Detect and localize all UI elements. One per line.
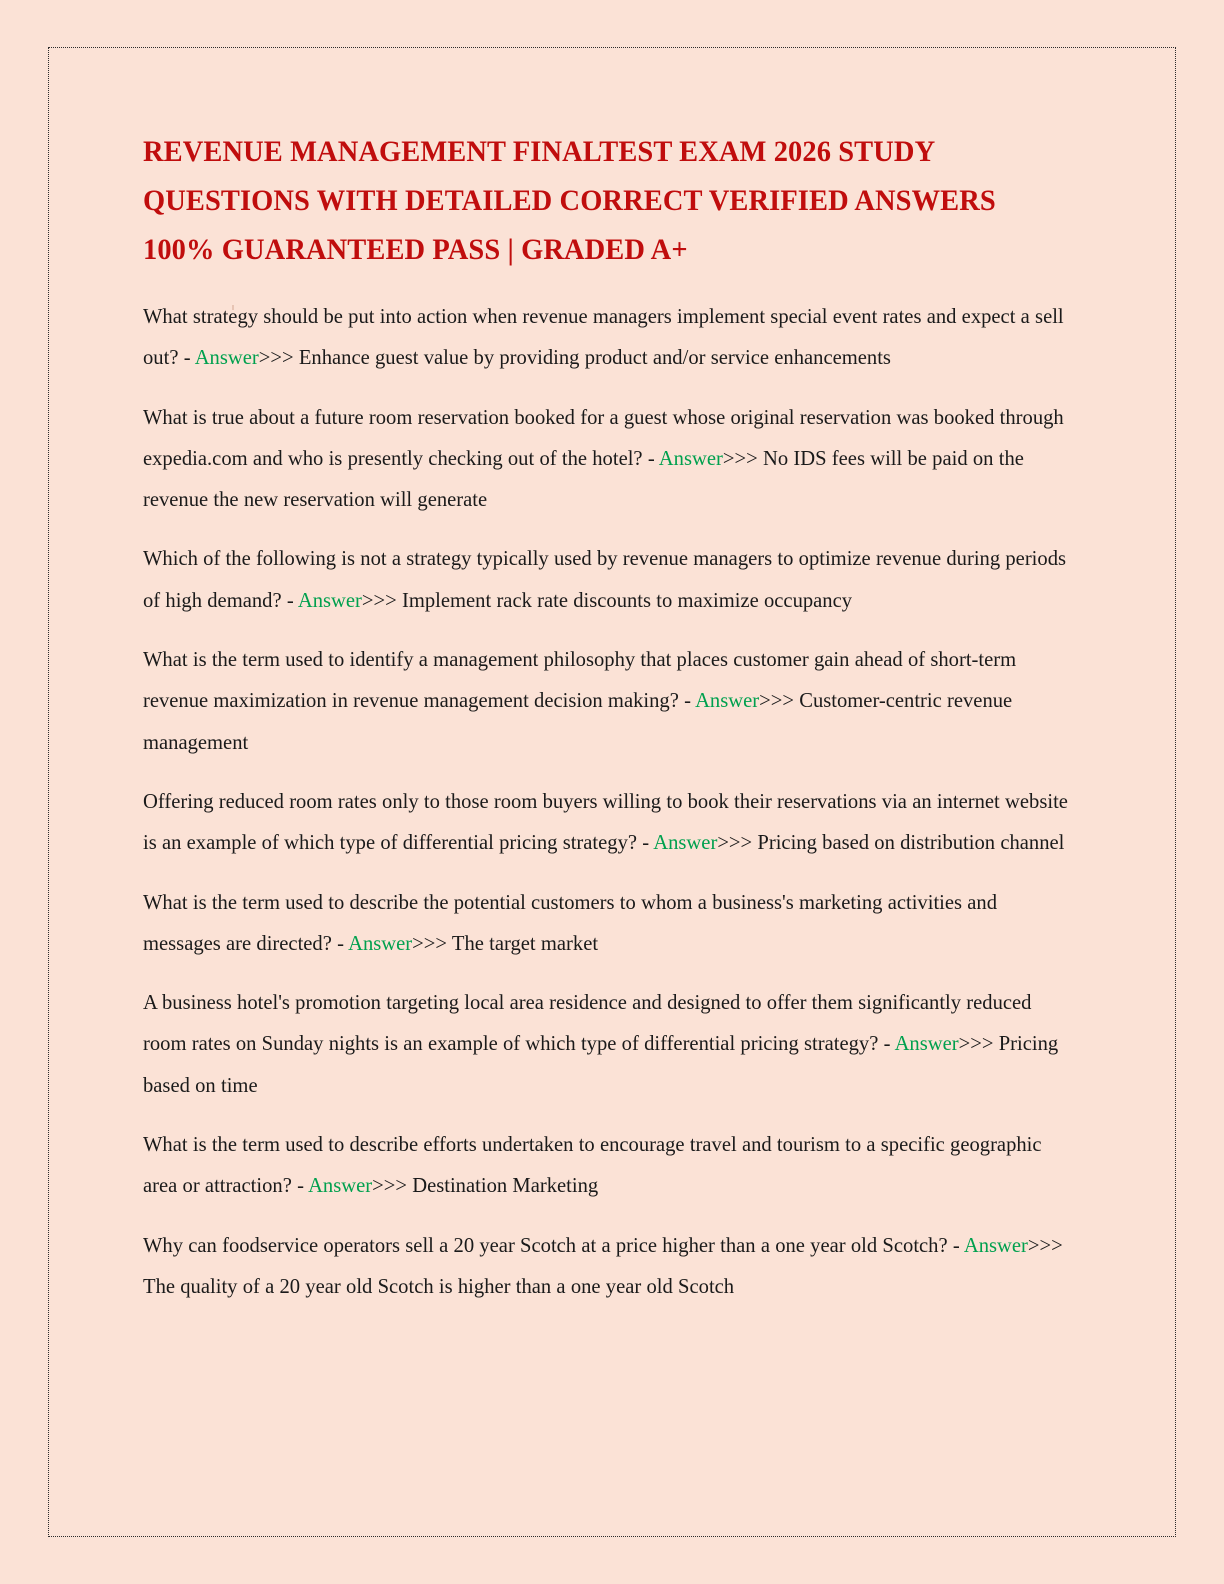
- qa-separator: -: [178, 347, 195, 370]
- qa-paragraph: [143, 398, 1068, 522]
- answer-arrows: >>>: [1027, 1234, 1063, 1257]
- qa-separator: -: [947, 1234, 964, 1257]
- question-text: Why can foodservice operators sell a 20 year Scotch at a price higher than a one year old Scotch?: [143, 1234, 948, 1257]
- question-text: What strategy should be put into action when revenue managers implement special event rates and expect a sell out?: [143, 306, 1064, 370]
- question-text: A business hotel's promotion targeting local area residence and designed to offer them significantly reduced room rates on Sunday nights is an example of which type of differential pricing strategy?: [143, 992, 1032, 1056]
- answer-label: Answer: [308, 1175, 373, 1198]
- qa-paragraph: [143, 539, 1068, 622]
- title-spacer: [143, 275, 1068, 297]
- qa-separator: -: [678, 690, 696, 713]
- document-content: [143, 128, 1068, 1308]
- answer-label: Answer: [963, 1234, 1028, 1257]
- qa-separator: -: [642, 447, 659, 470]
- question-text: Offering reduced room rates only to those room buyers willing to book their reservations via an internet website is an example of which type of differential pricing strategy?: [143, 790, 1068, 855]
- question-answer-list: [143, 297, 1068, 1308]
- question-text: What is the term used to describe the potential customers to whom a business's marketing activities and messages are directed?: [143, 891, 998, 955]
- answer-text: Pricing based on time: [143, 1033, 1059, 1097]
- answer-text: Enhance guest value by providing product and/or service enhancements: [293, 347, 891, 370]
- answer-text: Customer-centric revenue management: [143, 690, 1013, 754]
- qa-separator: -: [281, 589, 298, 612]
- answer-arrows: >>>: [258, 347, 294, 370]
- answer-label: Answer: [695, 690, 760, 713]
- answer-label: Answer: [194, 347, 259, 370]
- answer-text: Pricing based on distribution channel: [752, 832, 1065, 855]
- page-title: REVENUE MANAGEMENT FINALTEST EXAM 2026 STUDY QUESTIONS WITH DETAILED CORRECT VERIFIED ANSWERS 100% GUARANTEED PASS | GRADED A+: [143, 136, 996, 266]
- answer-label: Answer: [894, 1033, 959, 1056]
- question-text: What is true about a future room reservation booked for a guest whose original reservation was booked through expedia.com and who is presently checking out of the hotel?: [143, 406, 1064, 470]
- answer-text: No IDS fees will be paid on the revenue the new reservation will generate: [143, 447, 1024, 512]
- qa-paragraph: [143, 297, 1068, 380]
- answer-text: The target market: [447, 932, 599, 955]
- answer-arrows: >>>: [361, 589, 397, 612]
- answer-text: Implement rack rate discounts to maximize occupancy: [396, 589, 853, 612]
- qa-paragraph: [143, 883, 1068, 966]
- answer-label: Answer: [658, 447, 723, 470]
- qa-separator: -: [331, 932, 349, 955]
- answer-text: Destination Marketing: [406, 1175, 599, 1198]
- answer-arrows: >>>: [717, 832, 753, 855]
- qa-separator: -: [637, 832, 654, 855]
- question-text: Which of the following is not a strategy typically used by revenue managers to optimize revenue during periods of high demand?: [143, 548, 1067, 612]
- answer-label: Answer: [653, 832, 718, 855]
- answer-label: Answer: [348, 932, 413, 955]
- answer-arrows: >>>: [759, 690, 794, 713]
- answer-label: Answer: [297, 589, 362, 612]
- answer-arrows: >>>: [412, 932, 447, 955]
- question-text: What is the term used to describe efforts undertaken to encourage travel and tourism to a specific geographic area or attraction?: [143, 1134, 1042, 1198]
- qa-paragraph: [143, 1125, 1068, 1208]
- answer-text: The quality of a 20 year old Scotch is higher than a one year old Scotch: [143, 1275, 735, 1298]
- qa-paragraph: [143, 782, 1068, 865]
- answer-arrows: >>>: [958, 1033, 994, 1056]
- answer-arrows: >>>: [722, 447, 758, 470]
- qa-separator: -: [291, 1175, 309, 1198]
- answer-arrows: >>>: [372, 1175, 407, 1198]
- qa-paragraph: [143, 640, 1068, 764]
- qa-paragraph: [143, 983, 1068, 1107]
- question-text: What is the term used to identify a management philosophy that places customer gain ahead of short-term revenue maximization in revenue management decision making?: [143, 649, 1017, 713]
- qa-separator: -: [878, 1033, 895, 1056]
- qa-paragraph: [143, 1226, 1068, 1309]
